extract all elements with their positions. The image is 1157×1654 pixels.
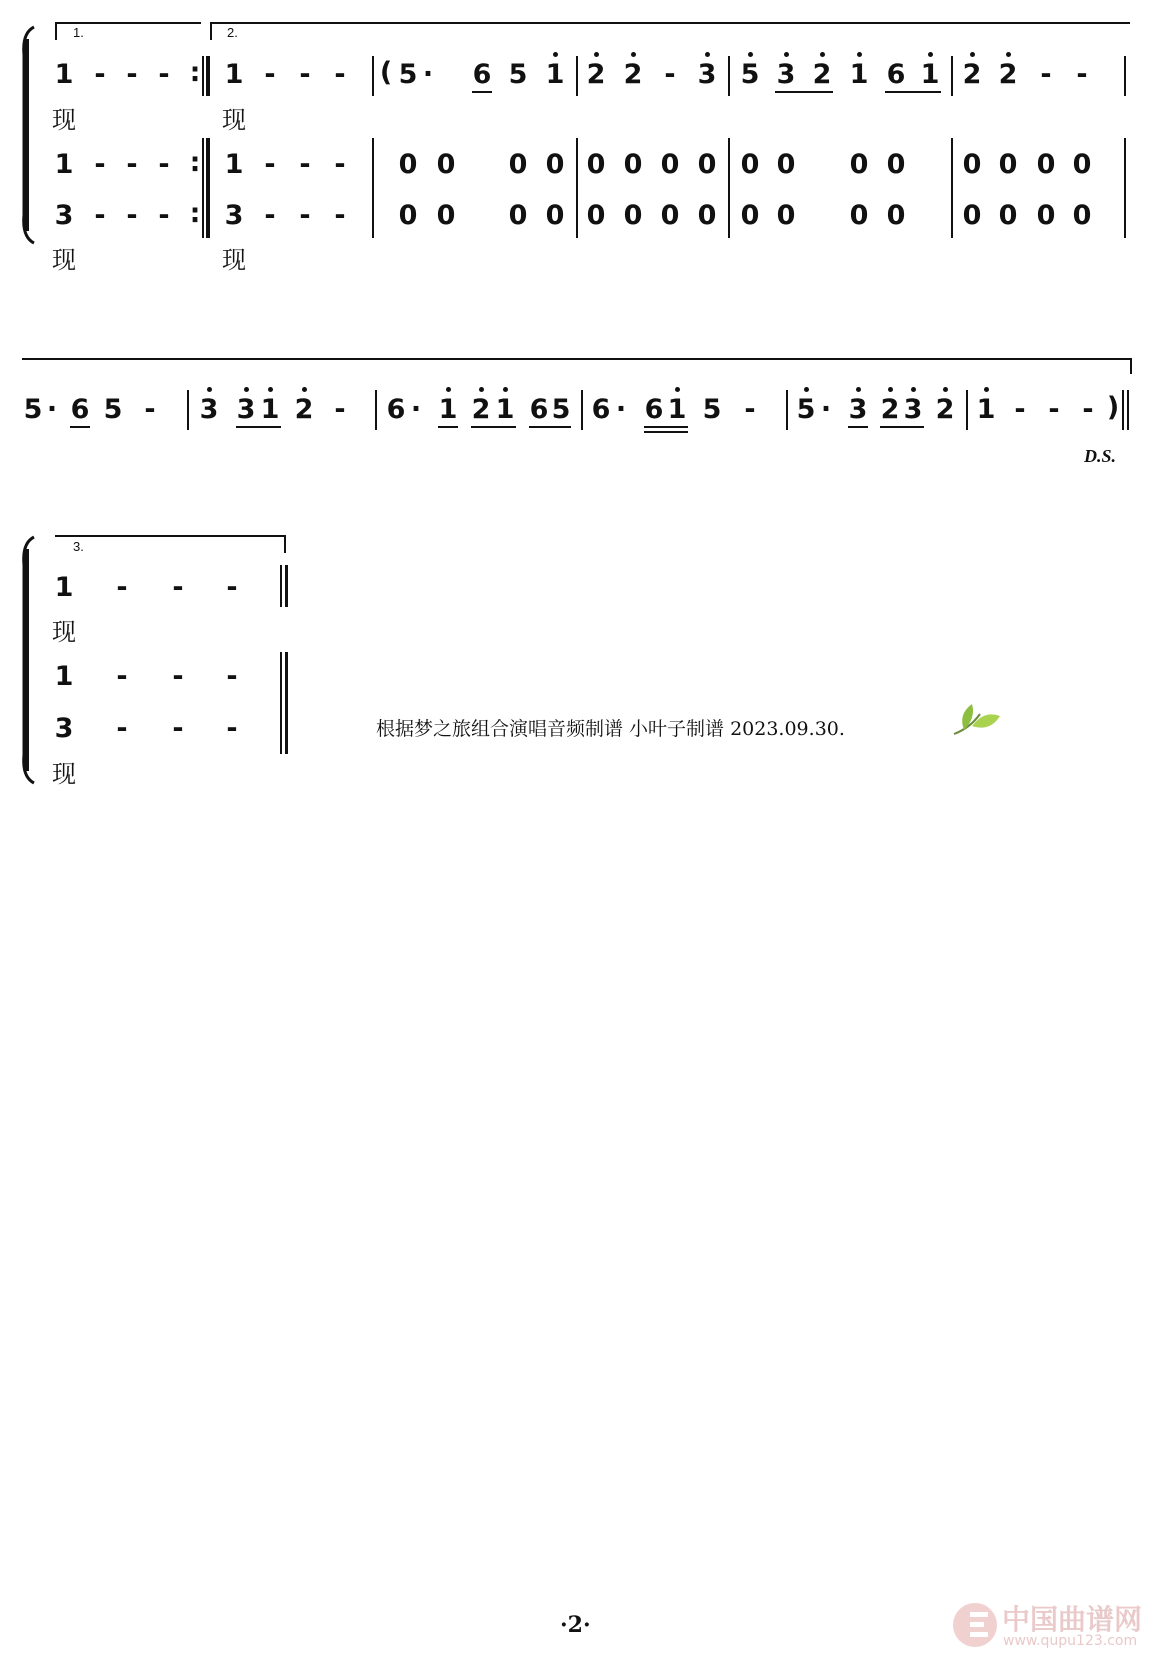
note: 2 (998, 59, 1018, 90)
dash: - (334, 394, 346, 425)
note: 1 (54, 572, 74, 603)
note: 1 (260, 394, 280, 425)
lyric: 现 (222, 106, 246, 134)
rest: 0 (776, 149, 796, 180)
dash: - (172, 572, 184, 603)
barline (581, 390, 583, 430)
dash: - (158, 200, 170, 231)
underline (438, 426, 458, 428)
dash: - (144, 394, 156, 425)
note: 1 (438, 394, 458, 425)
barline (966, 390, 968, 430)
rest: 0 (886, 149, 906, 180)
note: 6 (886, 59, 906, 90)
repeat-dots: : (189, 57, 201, 88)
system-brace (18, 535, 40, 785)
rest: 0 (697, 200, 717, 231)
final-barline-thin (280, 652, 282, 754)
note: 1 (224, 59, 244, 90)
high-dot (943, 387, 948, 392)
high-dot (888, 387, 893, 392)
rest: 0 (1072, 200, 1092, 231)
barline (728, 138, 730, 238)
barline (1124, 56, 1126, 96)
system-brace (18, 25, 40, 245)
high-dot (479, 387, 484, 392)
note: 5 (103, 394, 123, 425)
underline (880, 426, 924, 428)
barline (951, 56, 953, 96)
note: 2 (294, 394, 314, 425)
rest: 0 (436, 149, 456, 180)
final-barline-thick (285, 565, 288, 607)
dash: - (664, 59, 676, 90)
rest: 0 (508, 200, 528, 231)
dot-augment: · (410, 394, 422, 425)
note: 2 (962, 59, 982, 90)
rest: 0 (998, 149, 1018, 180)
volta-1-label: 1. (73, 25, 84, 40)
repeat-barline-thin (202, 56, 204, 96)
rest: 0 (398, 200, 418, 231)
underline (70, 426, 90, 428)
note: 1 (224, 149, 244, 180)
dash: - (334, 59, 346, 90)
dash: - (226, 572, 238, 603)
volta-1-bracket (55, 22, 201, 24)
note: 3 (236, 394, 256, 425)
dot-augment: · (820, 394, 832, 425)
note: 5 (508, 59, 528, 90)
dash: - (299, 59, 311, 90)
repeat-barline-thin (202, 138, 204, 238)
dash: - (116, 572, 128, 603)
underline (529, 426, 571, 428)
note: 2 (812, 59, 832, 90)
dash: - (226, 661, 238, 692)
note: 1 (667, 394, 687, 425)
underline (644, 426, 688, 428)
underline-double (644, 431, 688, 433)
rest: 0 (436, 200, 456, 231)
high-dot (856, 387, 861, 392)
dash: - (1076, 59, 1088, 90)
rest: 0 (398, 149, 418, 180)
note: 5 (23, 394, 43, 425)
note: 3 (776, 59, 796, 90)
rest: 0 (586, 200, 606, 231)
rest: 0 (660, 149, 680, 180)
volta-2-bracket (210, 22, 1130, 24)
rest: 0 (740, 200, 760, 231)
dash: - (158, 149, 170, 180)
barline (728, 56, 730, 96)
note: 2 (935, 394, 955, 425)
barline (786, 390, 788, 430)
note: 5 (796, 394, 816, 425)
rest: 0 (776, 200, 796, 231)
dash: - (264, 149, 276, 180)
rest: 0 (1036, 149, 1056, 180)
high-dot (631, 52, 636, 57)
rest: 0 (740, 149, 760, 180)
note: 3 (848, 394, 868, 425)
lyric: 现 (52, 618, 76, 646)
high-dot (553, 52, 558, 57)
dash: - (126, 149, 138, 180)
rest: 0 (623, 200, 643, 231)
underline (471, 426, 516, 428)
note: 1 (54, 59, 74, 90)
note: 5 (702, 394, 722, 425)
barline (187, 390, 189, 430)
high-dot (984, 387, 989, 392)
watermark-site-name: 中国曲谱网 (1002, 1603, 1143, 1636)
high-dot (748, 52, 753, 57)
note: 3 (54, 713, 74, 744)
high-dot (928, 52, 933, 57)
dash: - (1014, 394, 1026, 425)
dash: - (1048, 394, 1060, 425)
dash: - (264, 200, 276, 231)
volta-3-label: 3. (73, 539, 84, 554)
high-dot (244, 387, 249, 392)
high-dot (207, 387, 212, 392)
repeat-dots: : (189, 198, 201, 229)
note: 6 (644, 394, 664, 425)
high-dot (503, 387, 508, 392)
volta-bracket-end (1130, 358, 1132, 374)
rest: 0 (697, 149, 717, 180)
rest: 0 (849, 200, 869, 231)
note: 1 (495, 394, 515, 425)
watermark-url: www.qupu123.com (1003, 1633, 1138, 1649)
barline (375, 390, 377, 430)
repeat-barline-thick (206, 56, 210, 96)
dash: - (744, 394, 756, 425)
rest: 0 (508, 149, 528, 180)
dash: - (126, 59, 138, 90)
rest: 0 (660, 200, 680, 231)
high-dot (594, 52, 599, 57)
lyric: 现 (52, 106, 76, 134)
note: 3 (54, 200, 74, 231)
dash: - (299, 200, 311, 231)
dash: - (264, 59, 276, 90)
note: 2 (471, 394, 491, 425)
note: 1 (849, 59, 869, 90)
high-dot (970, 52, 975, 57)
note: 6 (70, 394, 90, 425)
dash: - (1040, 59, 1052, 90)
underline (848, 426, 868, 428)
note: 1 (54, 661, 74, 692)
volta-2-label: 2. (227, 25, 238, 40)
underline (472, 91, 492, 93)
rest: 0 (998, 200, 1018, 231)
barline (951, 138, 953, 238)
dot-augment: · (422, 59, 434, 90)
high-dot (302, 387, 307, 392)
underline (885, 91, 941, 93)
lyric: 现 (52, 246, 76, 274)
high-dot (268, 387, 273, 392)
high-dot (911, 387, 916, 392)
note: 3 (697, 59, 717, 90)
note: 6 (386, 394, 406, 425)
high-dot (705, 52, 710, 57)
barline (372, 56, 374, 96)
dash: - (158, 59, 170, 90)
volta-2-left (210, 22, 212, 40)
note: 6 (591, 394, 611, 425)
leaf-icon (950, 700, 1002, 738)
barline (1124, 138, 1126, 238)
note: 3 (903, 394, 923, 425)
rest: 0 (962, 200, 982, 231)
rest: 0 (1072, 149, 1092, 180)
open-paren: ( (379, 57, 393, 88)
note: 1 (920, 59, 940, 90)
high-dot (857, 52, 862, 57)
rest: 0 (886, 200, 906, 231)
high-dot (820, 52, 825, 57)
dash: - (299, 149, 311, 180)
volta-1-left (55, 22, 57, 40)
dash: - (172, 713, 184, 744)
note: 1 (54, 149, 74, 180)
page-number: ·2· (560, 1612, 591, 1638)
dash: - (226, 713, 238, 744)
barline (372, 138, 374, 238)
note: 6 (472, 59, 492, 90)
dash: - (116, 713, 128, 744)
repeat-barline-thick (206, 138, 210, 238)
transcription-credit: 根据梦之旅组合演唱音频制谱 小叶子制谱 2023.09.30. (376, 718, 845, 740)
rest: 0 (586, 149, 606, 180)
high-dot (1006, 52, 1011, 57)
note: 3 (199, 394, 219, 425)
close-paren: ) (1106, 392, 1120, 423)
barline (576, 56, 578, 96)
dash: - (126, 200, 138, 231)
note: 3 (224, 200, 244, 231)
repeat-dots: : (189, 147, 201, 178)
dash: - (94, 200, 106, 231)
note: 1 (545, 59, 565, 90)
note: 5 (551, 394, 571, 425)
high-dot (446, 387, 451, 392)
note: 1 (976, 394, 996, 425)
dot-augment: · (46, 394, 58, 425)
note: 5 (740, 59, 760, 90)
dash: - (172, 661, 184, 692)
barline (576, 138, 578, 238)
high-dot (804, 387, 809, 392)
dot-augment: · (615, 394, 627, 425)
dash: - (94, 59, 106, 90)
high-dot (784, 52, 789, 57)
dash: - (94, 149, 106, 180)
note: 2 (880, 394, 900, 425)
rest: 0 (1036, 200, 1056, 231)
da-segno-mark: D.S. (1084, 446, 1117, 466)
volta-bracket (22, 358, 1132, 360)
lyric: 现 (222, 246, 246, 274)
note: 5 (398, 59, 418, 90)
final-barline-thin (280, 565, 282, 607)
dash: - (1082, 394, 1094, 425)
final-barline-thin-2 (1127, 390, 1129, 430)
rest: 0 (545, 200, 565, 231)
dash: - (334, 200, 346, 231)
lyric: 现 (52, 760, 76, 788)
underline (236, 426, 281, 428)
dash: - (116, 661, 128, 692)
high-dot (675, 387, 680, 392)
rest: 0 (545, 149, 565, 180)
note: 2 (623, 59, 643, 90)
qupu-logo-icon (950, 1600, 1000, 1650)
dash: - (334, 149, 346, 180)
underline (775, 91, 833, 93)
note: 6 (529, 394, 549, 425)
final-barline-thin (1122, 390, 1124, 430)
rest: 0 (849, 149, 869, 180)
volta-3-bracket (55, 535, 285, 537)
note: 2 (586, 59, 606, 90)
rest: 0 (962, 149, 982, 180)
volta-3-right (284, 535, 286, 553)
rest: 0 (623, 149, 643, 180)
final-barline-thick (285, 652, 288, 754)
